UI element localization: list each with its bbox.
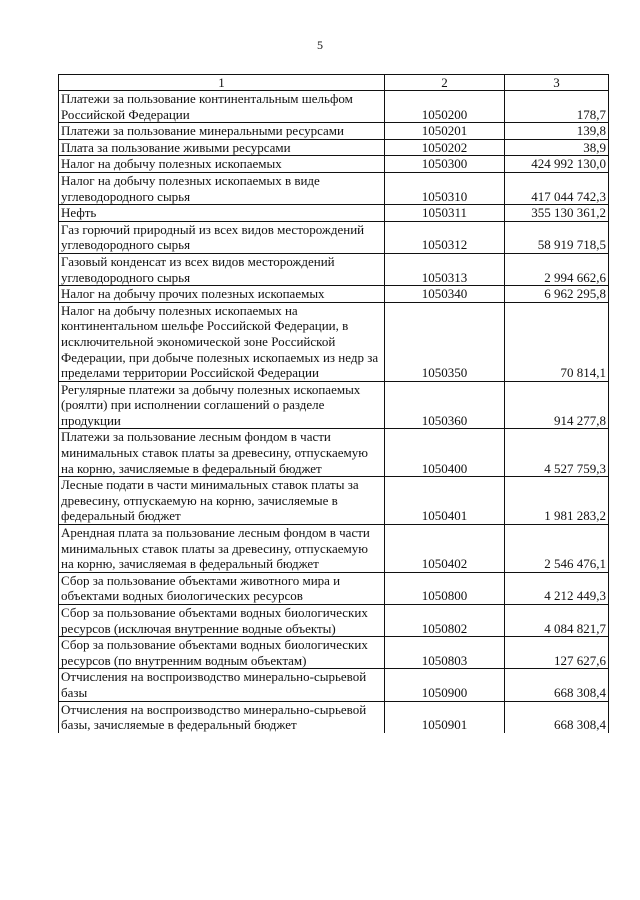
row-code-cell: 1050802: [385, 605, 505, 637]
row-name-cell: Налог на добычу полезных ископаемых: [59, 156, 385, 173]
row-amount-cell: 424 992 130,0: [505, 156, 609, 173]
row-code-cell: 1050300: [385, 156, 505, 173]
row-name-cell: Плата за пользование живыми ресурсами: [59, 139, 385, 156]
row-code-cell: 1050311: [385, 205, 505, 222]
row-code-cell: 1050401: [385, 477, 505, 525]
table-row: [59, 91, 609, 123]
row-amount-cell: 4 527 759,3: [505, 429, 609, 477]
row-name-cell: Налог на добычу полезных ископаемых на континентальном шельфе Российской Федерации, в исключительной экономической зоне Российской Федерации, при добыче полезных ископаемых из недр за пределами территории Российской Федерации: [59, 302, 385, 381]
table-row: [59, 669, 609, 701]
row-amount-cell: 417 044 742,3: [505, 172, 609, 204]
row-amount-cell: 6 962 295,8: [505, 286, 609, 303]
table-row: [59, 139, 609, 156]
row-name-cell: Газ горючий природный из всех видов месторождений углеводородного сырья: [59, 221, 385, 253]
table-row: [59, 381, 609, 429]
table-row: [59, 429, 609, 477]
row-name-cell: Налог на добычу полезных ископаемых в виде углеводородного сырья: [59, 172, 385, 204]
row-name-cell: Сбор за пользование объектами водных биологических ресурсов (исключая внутренние водные объекты): [59, 605, 385, 637]
column-header-amount: 3: [505, 75, 609, 91]
budget-revenue-table: [58, 74, 609, 733]
row-code-cell: 1050200: [385, 91, 505, 123]
row-name-cell: Отчисления на воспроизводство минерально-сырьевой базы: [59, 669, 385, 701]
row-amount-cell: 4 084 821,7: [505, 605, 609, 637]
row-code-cell: 1050340: [385, 286, 505, 303]
table-header-row: [59, 75, 609, 91]
row-name-cell: Газовый конденсат из всех видов месторождений углеводородного сырья: [59, 253, 385, 285]
table-row: [59, 637, 609, 669]
row-amount-cell: 668 308,4: [505, 701, 609, 733]
row-name-cell: Платежи за пользование минеральными ресурсами: [59, 123, 385, 140]
row-amount-cell: 1 981 283,2: [505, 477, 609, 525]
row-amount-cell: 139,8: [505, 123, 609, 140]
row-amount-cell: 70 814,1: [505, 302, 609, 381]
row-code-cell: 1050360: [385, 381, 505, 429]
table-row: [59, 205, 609, 222]
table-row: [59, 605, 609, 637]
column-header-name: 1: [59, 75, 385, 91]
table-row: [59, 572, 609, 604]
table-row: [59, 221, 609, 253]
row-code-cell: 1050900: [385, 669, 505, 701]
row-name-cell: Платежи за пользование лесным фондом в части минимальных ставок платы за древесину, отпускаемую на корню, зачисляемые в федеральный бюджет: [59, 429, 385, 477]
row-name-cell: Налог на добычу прочих полезных ископаемых: [59, 286, 385, 303]
row-code-cell: 1050201: [385, 123, 505, 140]
row-amount-cell: 178,7: [505, 91, 609, 123]
row-code-cell: 1050312: [385, 221, 505, 253]
table-row: [59, 701, 609, 733]
table-row: [59, 156, 609, 173]
row-name-cell: Нефть: [59, 205, 385, 222]
row-name-cell: Лесные подати в части минимальных ставок платы за древесину, отпускаемую на корню, зачисляемые в федеральный бюджет: [59, 477, 385, 525]
row-amount-cell: 58 919 718,5: [505, 221, 609, 253]
row-code-cell: 1050202: [385, 139, 505, 156]
row-code-cell: 1050400: [385, 429, 505, 477]
row-amount-cell: 2 994 662,6: [505, 253, 609, 285]
row-name-cell: Регулярные платежи за добычу полезных ископаемых (роялти) при исполнении соглашений о разделе продукции: [59, 381, 385, 429]
table-row: [59, 253, 609, 285]
row-name-cell: Платежи за пользование континентальным шельфом Российской Федерации: [59, 91, 385, 123]
row-code-cell: 1050800: [385, 572, 505, 604]
table-row: [59, 525, 609, 573]
row-amount-cell: 38,9: [505, 139, 609, 156]
row-name-cell: Сбор за пользование объектами водных биологических ресурсов (по внутренним водным объектам): [59, 637, 385, 669]
row-code-cell: 1050901: [385, 701, 505, 733]
row-amount-cell: 355 130 361,2: [505, 205, 609, 222]
table-row: [59, 302, 609, 381]
table-row: [59, 172, 609, 204]
row-code-cell: 1050803: [385, 637, 505, 669]
row-amount-cell: 914 277,8: [505, 381, 609, 429]
row-name-cell: Отчисления на воспроизводство минерально-сырьевой базы, зачисляемые в федеральный бюджет: [59, 701, 385, 733]
table-row: [59, 123, 609, 140]
row-amount-cell: 127 627,6: [505, 637, 609, 669]
row-code-cell: 1050402: [385, 525, 505, 573]
page-number: 5: [317, 38, 323, 52]
table-row: [59, 477, 609, 525]
table-row: [59, 286, 609, 303]
row-name-cell: Сбор за пользование объектами животного мира и объектами водных биологических ресурсов: [59, 572, 385, 604]
row-code-cell: 1050313: [385, 253, 505, 285]
row-amount-cell: 668 308,4: [505, 669, 609, 701]
column-header-code: 2: [385, 75, 505, 91]
row-amount-cell: 4 212 449,3: [505, 572, 609, 604]
row-code-cell: 1050350: [385, 302, 505, 381]
row-code-cell: 1050310: [385, 172, 505, 204]
row-amount-cell: 2 546 476,1: [505, 525, 609, 573]
row-name-cell: Арендная плата за пользование лесным фондом в части минимальных ставок платы за древесину, отпускаемую на корню, зачисляемая в федеральный бюджет: [59, 525, 385, 573]
